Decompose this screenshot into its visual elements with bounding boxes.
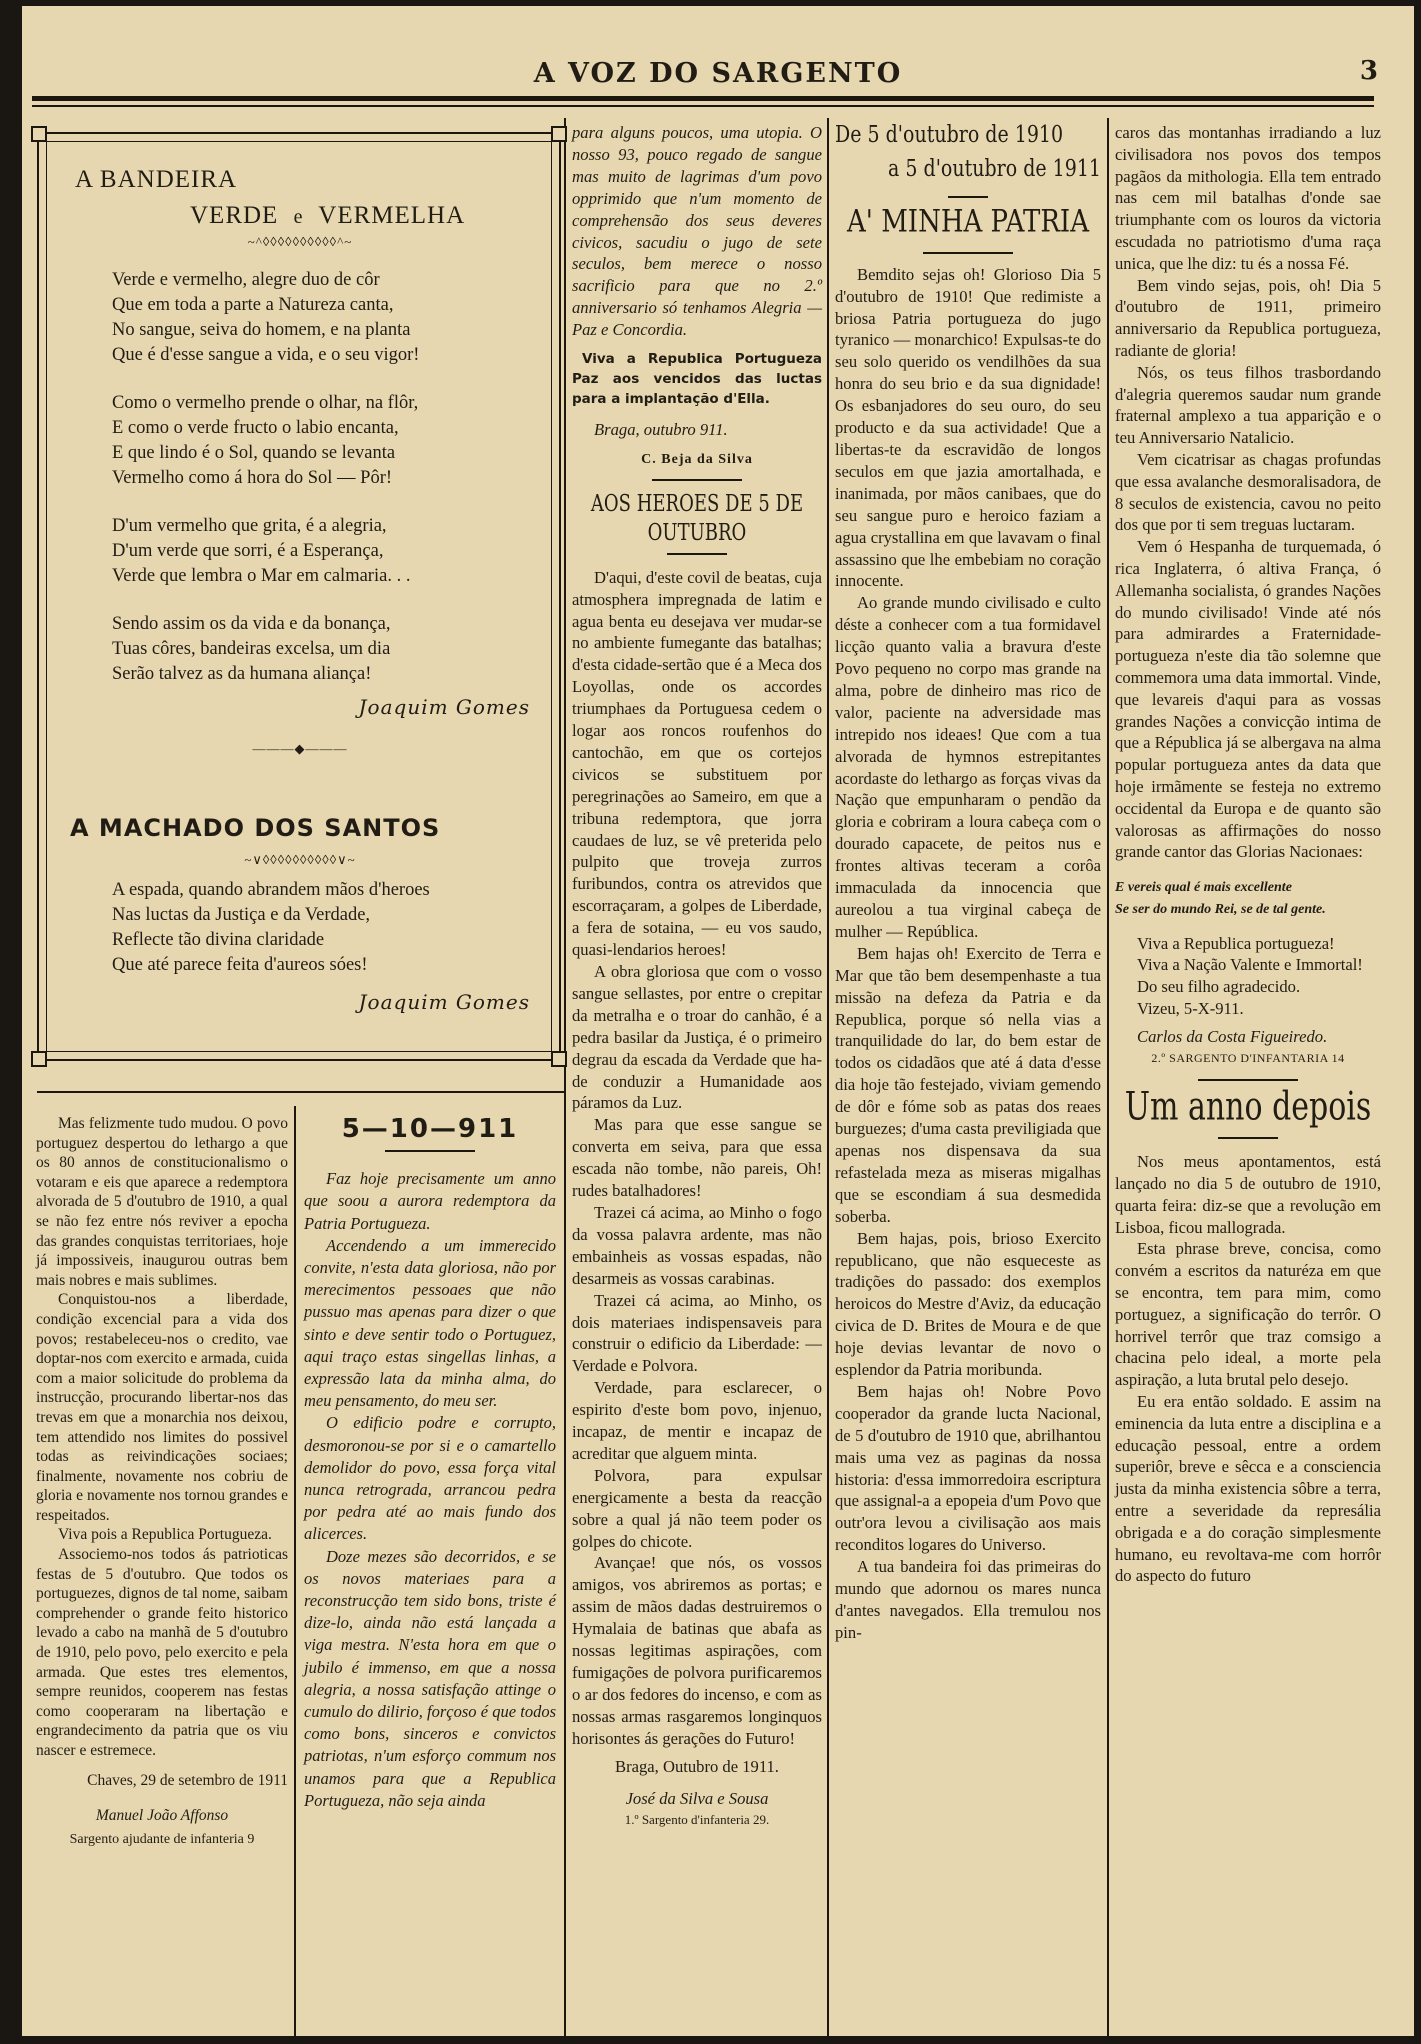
author-name: Manuel João Affonso	[95, 1807, 229, 1825]
separator	[1198, 1079, 1298, 1081]
poem-line: Verde e vermelho, alegre duo de côr	[112, 270, 380, 290]
poem-line: Reflecte tão divina claridade	[112, 930, 325, 950]
stanza	[112, 612, 530, 687]
poem2-author: Joaquim Gomes	[358, 990, 530, 1014]
column-rule	[294, 1106, 296, 2036]
paragraph: Vem cicatrisar as chagas profundas que essa avalanche desmoralisadora, de 8 seculos de existencia, cavou no peito dos que por ti sem treguas luctaram.	[1115, 449, 1381, 535]
paragraph: Bem hajas, pois, brioso Exercito republicano, que não esqueceste as tradições do passado: dos exemplos heroicos do Mestre d'Aviz, da educação civica de D. Brites de Moura e de que hoje devias levantar de novo o esplendor da Patria moribunda.	[835, 1228, 1101, 1380]
poem-line: Que até parece feita d'aureos sóes!	[112, 955, 368, 975]
poem-line: Serão talvez as da humana aliança!	[112, 664, 372, 684]
column-rule	[1107, 118, 1109, 2036]
poem-bandeira	[70, 166, 530, 757]
author-name: José da Silva e Sousa	[625, 1788, 769, 1808]
box-corner-ornament	[551, 1051, 567, 1067]
paragraph: Trazei cá acima, ao Minho o fogo da vossa palavra ardente, mas não embainheis as vossas espadas, não desarmeis as vossas carabinas.	[572, 1202, 822, 1288]
poem-line: No sangue, seiva do homem, e na planta	[112, 320, 411, 340]
paragraph: Bemdito sejas oh! Glorioso Dia 5 d'outubro de 1910! Que redimiste a briosa Patria portugueza do jugo tyranico — monarchico! Expulsas-te do seu solo querido os vendilhões da sua honra do seu brio e da sua dignidade! Os esbanjadores do seu ouro, do seu producto e da sua actividade! Que a libertas-te da escravidão de longos seculos em que jazia amortalhada, e inanimada, por mãos canibaes, que do seu sangue puro e heroico faziam a agua crystallina em que lavavam o final assassino que lhe embebiam no coração innocente.	[835, 264, 1101, 591]
paragraph: Accendendo a um immerecido convite, n'esta data gloriosa, não por merecimentos pessoaes que não pussuo mas apenas para dizer o que sinto e deve sentir todo o Portuguez, aqui traço estas singellas linhas, a expressão lata da minha alma, do meu pensamento, do meu ser.	[304, 1235, 556, 1411]
column-rule	[564, 118, 566, 2036]
masthead-rule	[32, 96, 1374, 101]
newspaper-page	[22, 6, 1414, 2036]
paragraph: A obra gloriosa que com o vosso sangue sellastes, por entre o crepitar da metralha e o troar do canhão, é a pedra basilar da Justiça, é o primeiro degrau da escada da Verdade que ha-de conduzir a Humanidade aos páramos da Luz.	[572, 962, 822, 1113]
quote-line: E vereis qual é mais excellente	[1115, 880, 1292, 896]
poem2-title: A MACHADO DOS SANTOS	[70, 814, 441, 842]
paragraph: Bem hajas oh! Nobre Povo cooperador da grande lucta Nacional, de 5 d'outubro de 1910 que, abrilhantou mais uma vez as paginas da nossa historia: d'essa immorredoira escriptura que assignal-a a epopeia d'um Povo que outr'ora levou a civilisação aos mais reconditos logares do Universo.	[835, 1381, 1101, 1555]
stanza	[112, 268, 530, 368]
paragraph: Esta phrase breve, concisa, como convém a escritos da naturéza em que se encontra, tem para mim, como portuguez, a significação do terrôr. O horrivel terrôr que traz comsigo a chacina pelo ideal, a morte pela aspiração, a luta brutal pelo desejo.	[1115, 1239, 1381, 1390]
article-5-10-911	[304, 1114, 556, 1812]
place-date: Braga, Outubro de 1911.	[615, 1756, 779, 1776]
column-3	[572, 122, 822, 1831]
poem-line: D'um verde que sorri, é a Esperança,	[112, 541, 384, 561]
article-title: AOS HEROES DE 5 DE OUTUBRO	[590, 490, 804, 547]
paragraph: Avançae! que nós, os vossos amigos, vos abriremos as portas; e assim de mãos dadas destruiremos o Hymalaia de batinas que abafa as nossas legitimas aspirações, com fumigações de polvora purificaremos o ar dos fedores do incenso, e com as nossas armas rasgaremos longinquos horisontes ás gerações do Futuro!	[572, 1553, 822, 1748]
cheer: Viva a Republica Portugueza Paz aos vencidos das luctas para a implantação d'Ella.	[572, 351, 822, 408]
poem-line: Tuas côres, bandeiras excelsa, um dia	[112, 639, 391, 659]
poem-line: Vermelho como á hora do Sol — Pôr!	[112, 468, 393, 488]
heading-rule	[948, 196, 988, 198]
paragraph: Viva pois a Republica Portugueza.	[58, 1526, 272, 1544]
quote-line: Se ser do mundo Rei, se de tal gente.	[1115, 901, 1326, 917]
poem-line: D'um vermelho que grita, é a alegria,	[112, 516, 387, 536]
poem-line: A espada, quando abrandem mãos d'heroes	[112, 880, 430, 900]
paragraph: Doze mezes são decorridos, e se os novos materiaes para a reconstrucção tem sido bons, triste é dize-lo, ainda não está lançada a viga mestra. N'esta hora em que o jubilo é immenso, em que a nossa alegria, a nossa satisfação attinge o cumulo do dilirio, forçoso é que todos como bons, sinceros e convictos patriotas, n'um esforço commum nos unamos para que a Republica Portugueza, não seja ainda	[304, 1546, 556, 1810]
article-title: A' MINHA PATRIA	[847, 203, 1089, 240]
box-corner-ornament	[31, 126, 47, 142]
section-rule	[37, 1091, 564, 1093]
poem-title-line2	[190, 202, 530, 230]
separator	[652, 479, 742, 481]
cheer: Viva a Republica portugueza!	[1137, 933, 1335, 953]
paragraph: Bem hajas oh! Exercito de Terra e Mar que tão bem desempenhaste a tua missão na defeza da Patria e da Republica, porque só nella vias a tranquilidade do lar, do bem estar de todos os cidadãos que até á data d'esse dia hoje tão festejado, viviam gemendo de dôr e fóme sob as patas dos reaes burguezes; d'uma casta previligiada que apenas nos dispensava da sua refastelada meza as miseras migalhas que se escondiam á sua desmedida soberba.	[835, 943, 1101, 1226]
author-rank: 1.º Sargento d'infanteria 29.	[624, 1812, 770, 1828]
article-title: Um anno depois	[1124, 1085, 1372, 1131]
masthead-rule-thin	[32, 105, 1374, 107]
title-vermelha: VERMELHA	[318, 202, 466, 229]
masthead	[22, 54, 1414, 94]
paragraph: Verdade, para esclarecer, o espirito d'este bom povo, injenuo, incapaz, de mentir e incapaz de acreditar que alguem minta.	[572, 1378, 822, 1463]
title-ornament: ~^◊◊◊◊◊◊◊◊◊◊^~	[247, 234, 353, 249]
paragraph: caros das montanhas irradiando a luz civilisadora nos povos dos tempos pagãos da mithologia. Ella tem entrado nas cem mil batalhas d'onde sae triumphante com os louros da victoria escudada no patriotismo d'uma raça unica, que lhe diz: tu és a nossa Fé.	[1115, 123, 1381, 273]
place-date: Braga, outubro 911.	[594, 420, 728, 440]
stanza	[112, 514, 530, 589]
column-rule	[827, 118, 829, 2036]
poem-line: Como o vermelho prende o olhar, na flôr,	[112, 393, 419, 413]
cheer: Viva a Nação Valente e Immortal!	[1137, 955, 1363, 975]
poem2-ornament: ~∨◊◊◊◊◊◊◊◊◊◊∨~	[244, 852, 356, 867]
paragraph: Nos meus apontamentos, está lançado no dia 5 de outubro de 1910, quarta feira: diz-se que a revolução em Lisboa, ficou mallograda.	[1115, 1152, 1381, 1237]
closing: Do seu filho agradecido.	[1137, 977, 1301, 997]
column-5	[1115, 122, 1381, 1587]
paragraph: Nós, os teus filhos trasbordando d'alegria queremos saudar num grande fraternal amplexo a tua apparição e o teu Anniversario Natalicio.	[1115, 362, 1381, 448]
stanza	[112, 391, 530, 491]
paragraph: Mas para que esse sangue se converta em seiva, para que essa escada não tombe, não pareis, Oh! rudes batalhadores!	[572, 1115, 822, 1201]
author-rank: 2.º SARGENTO D'INFANTARIA 14	[1151, 1050, 1345, 1065]
article-col1-lower	[36, 1114, 288, 1849]
paragraph: Vem ó Hespanha de turquemada, ó rica Inglaterra, ó altiva França, ó Allemanha socialista, ó grandes Nações do mundo civilisado! Vinde até nós para admirardes a Fraternidade-portugueza n'este dia tão solemne que commemora uma data immortal. Vinde, que levareis d'aqui para as vossas grandes Nações a convicção intima de que a Républica já se albergava na alma popular portugueza antes da data que hoje irmãmente se festeja no extremo occidental da Europa e de quanto são valorosas as affirmações do nosso grande cantor das Glorias Nacionaes:	[1115, 537, 1381, 862]
masthead-title: A VOZ DO SARGENTO	[533, 58, 903, 89]
paragraph: Eu era então soldado. E assim na eminencia da luta entre a disciplina e a educação pessoal, entre a ordem superiôr, breve e sêcca e a consciencia justa da minha existencia sôbre a terra, entre a severidade da represália obrigada e a do coração simplesmente humano, eu revoltava-me com horrôr do aspecto do futuro	[1115, 1392, 1381, 1586]
title-rule	[667, 553, 727, 555]
poem-separator: ———◆———	[252, 741, 348, 756]
place-date: Chaves, 29 de setembro de 1911	[87, 1771, 288, 1789]
box-corner-ornament	[31, 1051, 47, 1067]
paragraph: Mas felizmente tudo mudou. O povo portuguez despertou do lethargo a que os 80 annos de constitucionalismo o votaram e eis que aparece a redemptora alvorada de 5 d'outubro de 1910, a qual se não fez entre nós reviver a epocha das grandes conquistas territoriaes, hoje já impossiveis, inaugurou outras bem mais nobres e mais sublimes.	[36, 1115, 288, 1289]
title-e: e	[293, 206, 304, 228]
poem-stanzas	[112, 268, 530, 687]
author-name: Carlos da Costa Figueiredo.	[1137, 1026, 1328, 1046]
paragraph: Polvora, para expulsar energicamente a besta da reacção sobre a qual já não teem poder os golpes do chicote.	[572, 1465, 822, 1551]
column-4	[835, 122, 1101, 1644]
title-rule	[385, 1150, 475, 1152]
poem-line: Que é d'esse sangue a vida, e o seu vigor!	[112, 345, 420, 365]
title-rule	[1218, 1137, 1278, 1139]
article-title: 5—10—911	[341, 1114, 519, 1144]
page-number: 3	[1359, 56, 1378, 86]
title-rule	[923, 252, 1013, 254]
poem-line: Sendo assim os da vida e da bonança,	[112, 614, 391, 634]
author-rank: Sargento ajudante de infanteria 9	[69, 1831, 255, 1847]
poem-machado	[70, 814, 530, 1014]
place-date: Vizeu, 5-X-911.	[1137, 999, 1244, 1019]
paragraph: O edificio podre e corrupto, desmoronou-se por si e o camartello demolidor do povo, essa força vital nunca retrograda, arrancou pedra por pedra até ao mais fundo dos alicerces.	[304, 1413, 556, 1544]
poem-line: Nas luctas da Justiça e da Verdade,	[112, 905, 371, 925]
box-corner-ornament	[551, 126, 567, 142]
paragraph: Conquistou-nos a liberdade, condição excencial para a vida dos povos; restabeleceu-nos o credito, vae doptar-nos com exercito e armada, cuida com a maior solicitude do problema da instrucção, procurando libertar-nos das trevas em que a monarchia nos deixou, tem attendido nos limites do possivel todas as reivindicações sociaes; finalmente, novamente nos cobriu de gloria e novamente nos tornou grandes e respeitados.	[36, 1291, 288, 1524]
paragraph: A tua bandeira foi das primeiras do mundo que adornou os mares nunca d'antes navegados. Ella tremulou nos pin-	[835, 1557, 1101, 1642]
author-name: C. Beja da Silva	[641, 451, 753, 467]
poem2-lines	[112, 878, 530, 978]
poem-line: Que em toda a parte a Natureza canta,	[112, 295, 394, 315]
paragraph: Bem vindo sejas, pois, oh! Dia 5 d'outubro de 1911, primeiro anniversario da Republica portugueza, radiante de gloria!	[1115, 275, 1381, 360]
poem-author: Joaquim Gomes	[358, 695, 530, 719]
poem-line: Verde que lembra o Mar em calmaria. . .	[112, 566, 411, 586]
title-verde: VERDE	[190, 202, 279, 229]
poem-line: E como o verde fructo o labio encanta,	[112, 418, 399, 438]
heading-line2: a 5 d'outubro de 1911	[888, 154, 1101, 183]
paragraph: Trazei cá acima, ao Minho, os dois materiaes indispensaveis para construir o edificio da Liberdade: — Verdade e Polvora.	[572, 1290, 822, 1376]
paragraph: D'aqui, d'este covil de beatas, cuja atmosphera impregnada de latim e agua benta eu desejava ver mudar-se no ambiente fumegante das batalhas; d'esta cidade-sertão que é a Meca dos Loyollas, onde os accordes triumphaes da Portuguesa cedem o logar aos roncos roufenhos do cantochão, em que os cortejos civicos se substituem por peregrinações ao Sameiro, em que a tribuna redemptora, que jorra caudaes de luz, se vê preterida pelo pulpito que troveja zurros furibundos, contra os atrevidos que escorraçaram, a golpes de Liberdade, a fera de sotaina, — eu vos saudo, quasi-lendarios heroes!	[572, 567, 822, 960]
paragraph: Ao grande mundo civilisado e culto déste a conhecer com a tua formidavel licção quanto valia a bravura d'este Povo pequeno no corpo mas grande na alma, pobre de dinheiro mas rico de valor, paciente na adversidade mas intrepido nos ideaes! Que com a tua alvorada de hymnos estrepitantes acordaste do lethargo as forças vivas da Nação que empunharam o pendão da gloria e cobriram a loura cabeça com o dourado capacete, de peitos nus e frontes altivas teceram a corôa immaculada da innocencia que aureolou a tua virginal cabeça de mulher — República.	[835, 593, 1101, 941]
heading-line1: De 5 d'outubro de 1910	[835, 120, 1064, 149]
paragraph: para alguns poucos, uma utopia. O nosso 93, pouco regado de sangue mas muito de lagrimas d'um povo opprimido que n'um momento de comprehensão dos seus deveres civicos, sacudiu o jugo de sete seculos, bem merece o nosso sacrificio para que no 2.º anniversario só tenhamos Alegria — Paz e Concordia.	[572, 123, 822, 340]
paragraph: Associemo-nos todos ás patrioticas festas de 5 d'outubro. Que todos os portuguezes, dignos de tal nome, saibam comprehender o grande feito historico levado a cabo na manhã de 5 d'outubro de 1910, pelo povo, pelo exercito e pela armada. Que estes tres elementos, sempre reunidos, cooperem nas festas como cooperaram na libertação e engrandecimento da patria que os viu nascer e estremece.	[36, 1546, 288, 1759]
poem-line: E que lindo é o Sol, quando se levanta	[112, 443, 396, 463]
poem-title-line1: A BANDEIRA	[75, 166, 238, 193]
paragraph: Faz hoje precisamente um anno que soou a aurora redemptora da Patria Portugueza.	[304, 1169, 556, 1233]
